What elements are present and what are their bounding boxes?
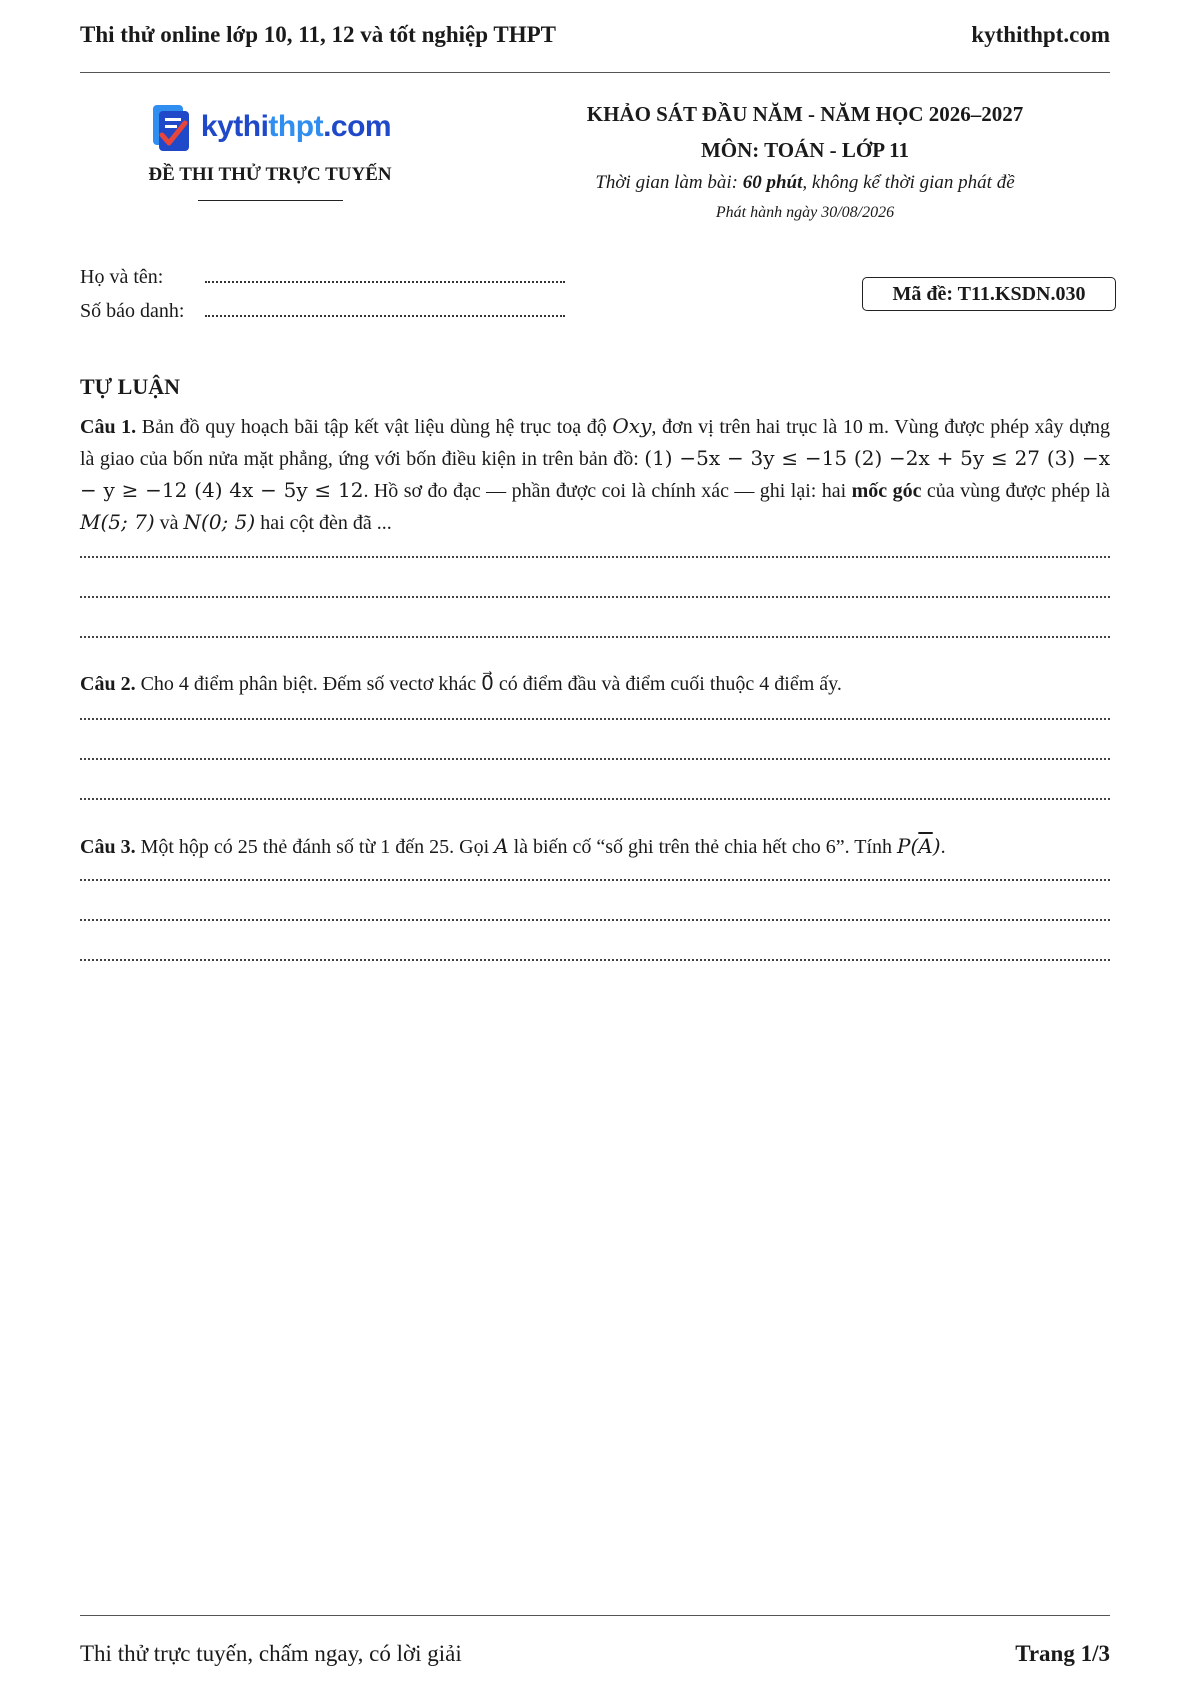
math-inline: A <box>494 834 509 858</box>
answer-line[interactable] <box>80 556 1110 558</box>
math-inline: (1) −5x − 3y ≤ −15 (2) −2x + 5y ≤ 27 (3) −x − y ≥ −12 (4) 4x − 5y ≤ 12 <box>80 446 1110 502</box>
exam-release-date: Phát hành ngày 30/08/2026 <box>715 204 895 221</box>
answer-line[interactable] <box>80 798 1110 800</box>
exam-code-box: Mã đề: T11.KSDN.030 <box>862 277 1116 311</box>
header-divider <box>80 72 1110 73</box>
logo-wordmark: kythithpt.com <box>200 110 392 143</box>
question-number: Câu 2. <box>80 673 136 695</box>
answer-line[interactable] <box>80 718 1110 720</box>
name-label: Họ và tên: <box>80 266 164 288</box>
subtitle-underline <box>198 200 343 201</box>
page-header <box>80 22 1110 48</box>
footer-divider <box>80 1615 1110 1616</box>
question-2: Câu 2. Cho 4 điểm phân biệt. Đếm số vectơ khác 0⃗ có điểm đầu và điểm cuối thuộc 4 điểm ấy. <box>80 671 842 695</box>
exam-time: Thời gian làm bài: 60 phút, không kể thời gian phát đề <box>595 172 1015 193</box>
header-site-text: kythithpt.com <box>971 22 1110 47</box>
answer-line[interactable] <box>80 758 1110 760</box>
answer-line[interactable] <box>80 919 1110 921</box>
name-blank[interactable] <box>205 267 565 283</box>
exam-type-subtitle: ĐỀ THI THỬ TRỰC TUYẾN <box>148 164 392 185</box>
exam-info <box>545 96 1065 222</box>
question-number: Câu 3. <box>80 836 136 858</box>
exam-title: KHẢO SÁT ĐẦU NĂM - NĂM HỌC 2026–2027 <box>586 102 1024 126</box>
math-inline: N(0; 5) <box>183 510 256 534</box>
question-number: Câu 1. <box>80 416 137 438</box>
answer-line[interactable] <box>80 596 1110 598</box>
header-left-text: Thi thử online lớp 10, 11, 12 và tốt nghiệp THPT <box>80 22 556 47</box>
answer-line[interactable] <box>80 959 1110 961</box>
name-field-row <box>80 266 565 289</box>
logo <box>120 98 420 156</box>
id-field-row <box>80 300 565 323</box>
section-title: TỰ LUẬN <box>80 374 181 399</box>
logo-block <box>120 98 420 201</box>
page-number: Trang 1/3 <box>1015 1641 1110 1666</box>
page-footer <box>80 1641 1110 1667</box>
math-inline: Oxy <box>612 414 652 438</box>
math-inline: $P(\overline{A})$ <box>897 834 941 858</box>
answer-line[interactable] <box>80 636 1110 638</box>
math-inline: 0⃗ <box>481 671 494 695</box>
id-blank[interactable] <box>205 301 565 317</box>
exam-subject: MÔN: TOÁN - LỚP 11 <box>700 138 910 162</box>
question-3: Câu 3. Một hộp có 25 thẻ đánh số từ 1 đến 25. Gọi A là biến cố “số ghi trên thẻ chia hết cho 6”. Tính $P(\overline{A})$. <box>80 834 946 858</box>
math-inline: M(5; 7) <box>80 510 155 534</box>
footer-tagline: Thi thử trực tuyến, chấm ngay, có lời giải <box>80 1641 462 1666</box>
question-1: Câu 1. Bản đồ quy hoạch bãi tập kết vật liệu dùng hệ trục toạ độ Oxy, đơn vị trên hai trục là 10 m. Vùng được phép xây dựng là giao của bốn nửa mặt phẳng, ứng với bốn điều kiện in trên bản đồ: (1) −5x − 3y ≤ −15 (2) −2x + 5y ≤ 27 (3) −x − y ≥ −12 (4) 4x − 5y ≤ 12. Hồ sơ đo đạc — phần được coi là chính xác — ghi lại: hai mốc góc của vùng được phép là M(5; 7) và N(0; 5) hai cột đèn đã ... <box>80 414 1111 534</box>
answer-line[interactable] <box>80 879 1110 881</box>
document-check-icon <box>149 101 197 153</box>
id-label: Số báo danh: <box>80 300 185 322</box>
